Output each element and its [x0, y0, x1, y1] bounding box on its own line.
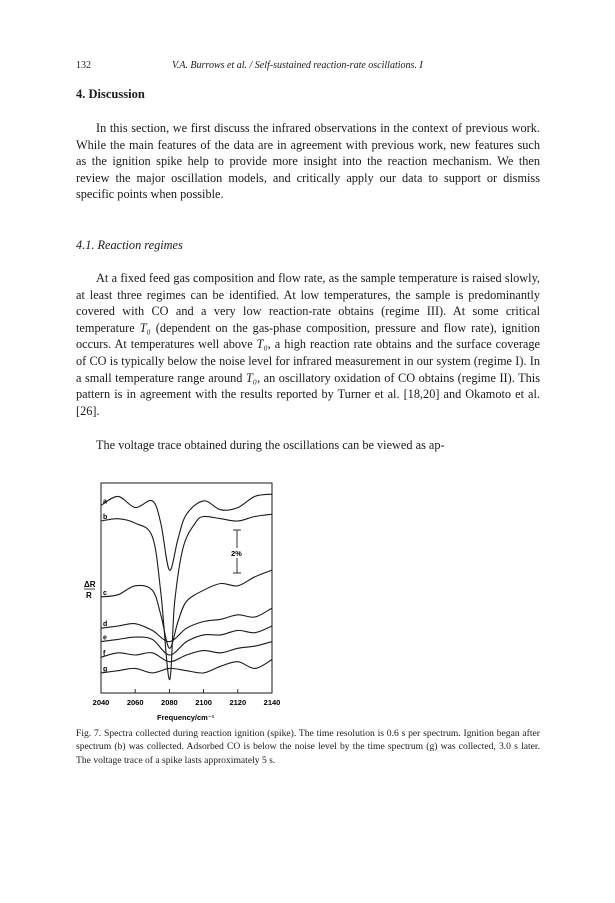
y-axis-label-top: ΔR — [84, 580, 96, 589]
spectrum-label-e: e — [103, 634, 107, 642]
scale-bar — [230, 530, 244, 573]
spectrum-label-d: d — [103, 621, 108, 629]
page-number: 132 — [76, 60, 91, 71]
spectrum-label-f: f — [103, 650, 106, 658]
x-tick-label: 2080 — [161, 698, 178, 707]
spectrum-curve-d — [101, 608, 272, 642]
spectrum-curve-f — [101, 642, 272, 662]
regimes-paragraph — [76, 270, 540, 419]
figure-caption: Fig. 7. Spectra collected during reaction ignition (spike). The time resolution is 0.6 s per spectrum. Ignition began after spectrum (b) was collected. Adsorbed CO is below the noise level by the time spectrum (g) was collected, 3.0 s later. The voltage trace of a spike lasts approximately 5 s. — [76, 728, 540, 766]
subsection-heading: 4.1. Reaction regimes — [76, 238, 183, 252]
section-heading: 4. Discussion — [76, 87, 145, 101]
spectra-chart — [82, 478, 292, 728]
x-tick-label: 2060 — [126, 698, 144, 707]
regimes-text-1: At a fixed feed gas composition and flow rate, as the sample temperature is raised slowly, at least three regimes can be identified. At low temperatures, the sample is predominantly covered with CO and a very low reaction-rate obtains (regime III). At some critical temperature — [76, 271, 540, 335]
spectrum-label-g: g — [103, 665, 108, 673]
regimes-text-2: (dependent on the gas-phase composition, pressure and flow rate), ignition occurs. At temperatures well above — [76, 320, 540, 352]
spectrum-label-a: a — [103, 498, 107, 506]
x-tick-label: 2120 — [229, 698, 247, 707]
discussion-paragraph: In this section, we first discuss the infrared observations in the context of previous work. While the main features of the data are in agreement with previous work, new features such as the ignition spike help to provide more insight into the reaction mechanism. We then review the major oscillation models, and critically apply our data to support or dismiss specific points when possible. — [76, 121, 540, 202]
x-tick-label: 2140 — [263, 698, 281, 707]
spectrum-curve-e — [101, 626, 272, 658]
x-tick-label: 2100 — [195, 698, 212, 707]
running-header — [76, 60, 546, 74]
symbol-t0: T₀ — [256, 337, 268, 352]
spectrum-curve-c — [101, 570, 272, 648]
running-title: V.A. Burrows et al. / Self-sustained reaction-rate oscillations. I — [172, 60, 423, 71]
y-axis-label-bottom: R — [86, 591, 92, 600]
regimes-text-3: , a high reaction rate obtains and the surface coverage of CO is typically below the noise level for infrared measurement in our system (regime I). In a small temperature range around — [76, 337, 540, 385]
regimes-text-4: , an oscillatory oxidation of CO obtains (regime II). This pattern is in agreement with the results reported by Turner et al. [18,20] and Okamoto et al. [26]. — [76, 370, 540, 418]
spectrum-curve-a — [101, 494, 272, 570]
spectrum-label-c: c — [103, 589, 107, 597]
x-tick-label: 2040 — [92, 698, 110, 707]
spectrum-label-b: b — [103, 513, 108, 521]
symbol-t0: T₀ — [139, 320, 151, 335]
scale-bar-label: 2% — [231, 549, 242, 558]
voltage-paragraph: The voltage trace obtained during the oscillations can be viewed as ap- — [96, 438, 445, 452]
figure-7 — [82, 478, 292, 728]
spectrum-curve-g — [101, 660, 272, 674]
symbol-t0: T₀ — [245, 370, 258, 385]
x-axis-label: Frequency/cm⁻¹ — [157, 713, 215, 722]
